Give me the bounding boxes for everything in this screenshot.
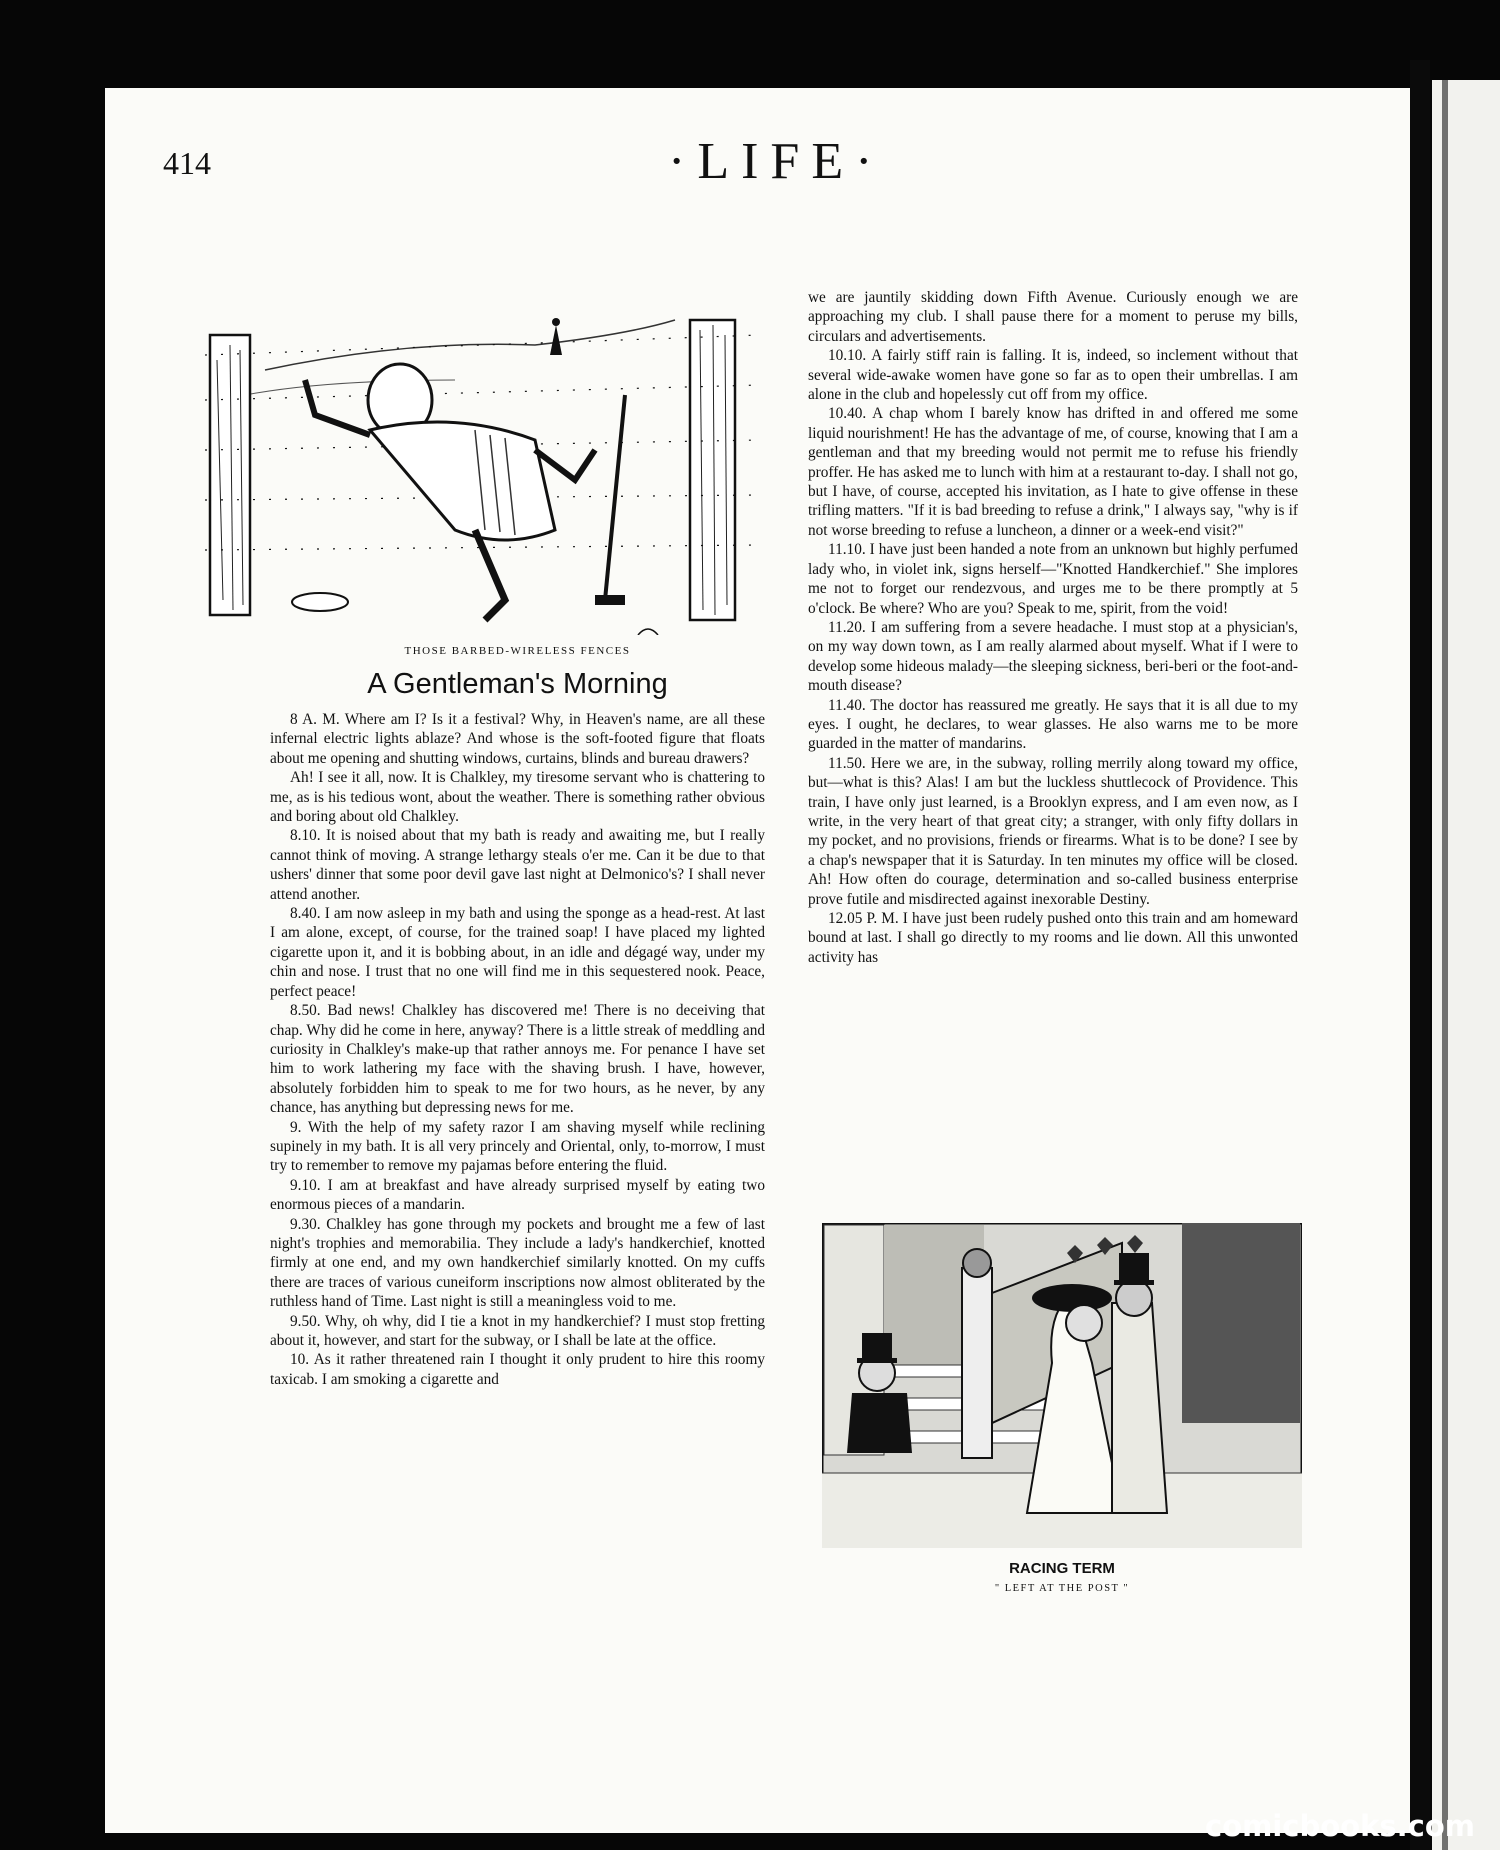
article-paragraph: 11.10. I have just been handed a note from an unknown but highly perfumed lady who, in violet ink, signs herself—"Knotted Handkerchief." She implores me not to forget our rendezvous, and urges me to be there promptly at 5 o'clock. Be where? Who are you? Speak to me, spirit, from the void!: [808, 541, 1298, 617]
article-paragraph: 9. With the help of my safety razor I am shaving myself while reclining supinely in my bath. It is all very princely and Oriental, only, to-morrow, I must try to remember to remove my pajamas before entering the fluid.: [270, 1118, 765, 1175]
article-column-left: [270, 710, 765, 1389]
article-paragraph: 9.50. Why, oh why, did I tie a knot in my handkerchief? I must stop fretting about it, however, and start for the subway, or I shall be late at the office.: [270, 1312, 765, 1349]
article-paragraph: 9.30. Chalkley has gone through my pockets and brought me a few of last night's trophies and memorabilia. They include a lady's handkerchief, knotted firmly at one end, and my own handkerchief similarly knotted. On my cuffs there are traces of various cuneiform inscriptions now almost obliterated by the ruthless hand of Time. Last night is still a meaningless void to me.: [270, 1215, 765, 1311]
article-paragraph: 8.40. I am now asleep in my bath and using the sponge as a head-rest. At last I am alone, except, of course, for the trained soap! I have placed my lighted cigarette upon it, and it is bobbing about, in an idle and dégagé way, under my chin and nose. I trust that no one will find me in this sequestered nook. Peace, perfect peace!: [270, 905, 765, 1000]
article-paragraph: 8.10. It is noised about that my bath is ready and awaiting me, but I really cannot think of moving. A strange lethargy steals o'er me. Can it be due to that ushers' dinner that some poor devil gave last night at Delmonico's? I shall never attend another.: [270, 827, 765, 903]
article-paragraph: 10.40. A chap whom I barely know has drifted in and offered me some liquid nourishment! He has the advantage of me, of course, knowing that I am a gentleman and that my breeding would not permit me to refuse his friendly proffer. He has asked me to lunch with him at a restaurant to-day. I shall not go, but I have, of course, accepted his invitation, as I hate to give offense in these trifling matters. "If it is bad breeding to refuse a drink," I always say, "why is if not worse breeding to refuse a luncheon, a dinner or a week-end visit?": [808, 405, 1298, 539]
article-paragraph: 9.10. I am at breakfast and have already surprised myself by eating two enormous pieces of a mandarin.: [270, 1176, 765, 1214]
article-title: A Gentleman's Morning: [367, 668, 668, 700]
illustration-caption-title: RACING TERM: [1009, 1560, 1115, 1577]
page-number: 414: [163, 145, 211, 181]
article-paragraph: 12.05 P. M. I have just been rudely pushed onto this train and am homeward bound at last. I shall go directly to my rooms and lie down. All this unwonted activity has: [808, 910, 1298, 966]
watermark: comicbooks.com: [1205, 1809, 1475, 1843]
article-paragraph: 10. As it rather threatened rain I thought it only prudent to hire this roomy taxicab. I am smoking a cigarette and: [270, 1351, 765, 1388]
article-paragraph: Ah! I see it all, now. It is Chalkley, my tiresome servant who is chattering to me, as is his tedious wont, about the weather. There is something rather obvious and boring about old Chalkley.: [270, 769, 765, 826]
article-paragraph: 8 A. M. Where am I? Is it a festival? Why, in Heaven's name, are all these infernal electric lights ablaze? And whose is the soft-footed figure that floats about me opening and shutting windows, curtains, blinds and bureau drawers?: [270, 711, 765, 767]
article-paragraph: 11.40. The doctor has reassured me greatly. He says that it is all due to my eyes. I ought, he declares, to wear glasses. He also warns me to be more guarded in the matter of mandarins.: [808, 696, 1298, 753]
illustration-barbed-fence: [205, 300, 760, 635]
article-paragraph: 11.20. I am suffering from a severe headache. I must stop at a physician's, on my way down town, as I am really alarmed about myself. What if I were to develop some hideous malady—the sleeping sickness, beri-beri or the foot-and-mouth disease?: [808, 618, 1298, 695]
page-gutter: [1410, 60, 1430, 1850]
article-paragraph: 8.50. Bad news! Chalkley has discovered me! There is no deceiving that chap. Why did he come in here, anyway? There is a little streak of meddling and curiosity in Chalkley's make-up that rather annoys me. For penance I have set him to work lathering my face with the shaving brush. I have, however, absolutely forbidden him to speak to me for two hours, as he never, by any chance, has anything but depressing news for me.: [270, 1002, 765, 1117]
illustration-caption: THOSE BARBED-WIRELESS FENCES: [404, 645, 631, 657]
masthead: ·LIFE·: [668, 133, 885, 190]
article-column-right: [808, 288, 1298, 967]
next-page-edge: [1432, 80, 1500, 1850]
illustration-racing-term: [822, 1223, 1302, 1548]
article-paragraph: we are jauntily skidding down Fifth Avenue. Curiously enough we are approaching my club. I shall pause there for a moment to peruse my bills, circulars and advertisements.: [808, 289, 1298, 345]
illustration-caption-quote: " LEFT AT THE POST ": [994, 1583, 1130, 1594]
article-paragraph: 11.50. Here we are, in the subway, rolling merrily along toward my office, but—what is this? Alas! I am but the luckless shuttlecock of Providence. This train, I have only just learned, is a Brooklyn express, and I am even now, as I write, in the very heart of that great city; a stranger, with only fifty dollars in my pocket, and no provisions, friends or firearms. What is to be done? I see by a chap's newspaper that it is Saturday. In ten minutes my office will be closed. Ah! How often do courage, determination and so-called business enterprise prove futile and misdirected against inexorable Destiny.: [808, 754, 1298, 908]
article-paragraph: 10.10. A fairly stiff rain is falling. It is, indeed, so inclement without that several wide-awake women have gone so far as to open their umbrellas. I am alone in the club and hopelessly cut off from my office.: [808, 347, 1298, 404]
